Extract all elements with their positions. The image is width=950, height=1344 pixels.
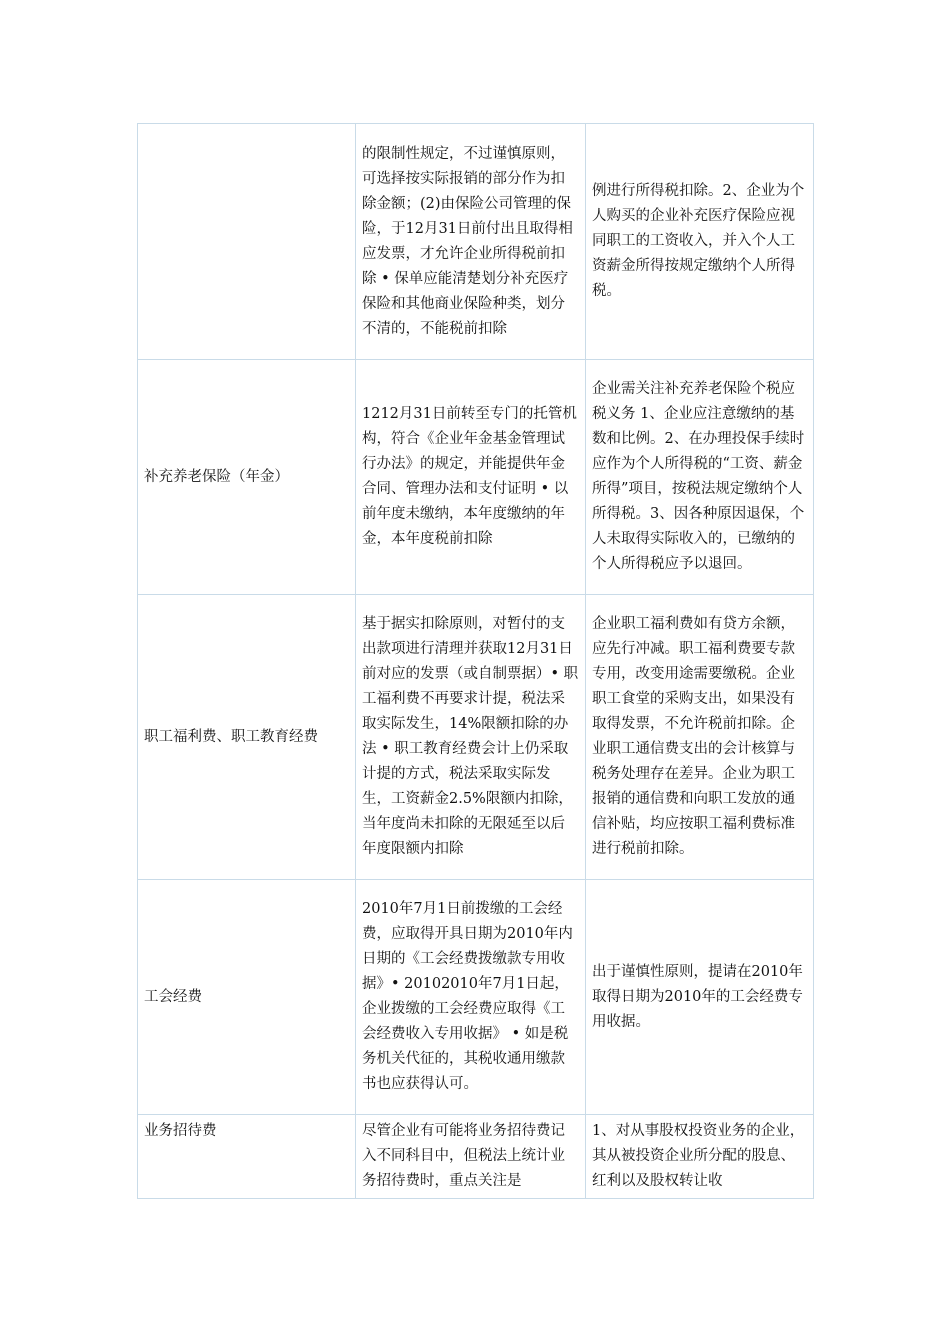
row-content <box>356 1115 586 1199</box>
deduction-table <box>137 123 814 1199</box>
row-category <box>138 124 356 360</box>
table-row <box>138 360 814 595</box>
row-category: 职工福利费、职工教育经费 <box>138 595 356 880</box>
row-category: 工会经费 <box>138 880 356 1115</box>
row-note: 出于谨慎性原则，提请在2010年取得日期为2010年的工会经费专用收据。 <box>586 880 814 1115</box>
row-note: 企业需关注补充养老保险个税应税义务 1、企业应注意缴纳的基数和比例。2、在办理投保手续时应作为个人所得税的“工资、薪金所得”项目，按税法规定缴纳个人所得税。3、因各种原因退保，个人未取得实际收入的，已缴纳的个人所得税应予以退回。 <box>586 360 814 595</box>
table-row <box>138 124 814 360</box>
row-content-text: 尽管企业有可能将业务招待费记入不同科目中，但税法上统计业务招待费时，重点关注是 <box>362 1123 565 1189</box>
row-content: 2010年7月1日前拨缴的工会经费，应取得开具日期为2010年内日期的《工会经费拨缴款专用收据》• 20102010年7月1日起，企业拨缴的工会经费应取得《工会经费收入专用收据》 • 如是税务机关代征的，其税收通用缴款书也应获得认可。 <box>356 880 586 1115</box>
row-category <box>138 1115 356 1199</box>
row-category: 补充养老保险（年金） <box>138 360 356 595</box>
row-category-text: 业务招待费 <box>144 1123 217 1139</box>
table-row <box>138 595 814 880</box>
row-note-text: 1、对从事股权投资业务的企业，其从被投资企业所分配的股息、红利以及股权转让收 <box>592 1123 805 1189</box>
row-note: 企业职工福利费如有贷方余额，应先行冲减。职工福利费要专款专用，改变用途需要缴税。企业职工食堂的采购支出，如果没有取得发票，不允许税前扣除。企业职工通信费支出的会计核算与税务处理存在差异。企业为职工报销的通信费和向职工发放的通信补贴，均应按职工福利费标准进行税前扣除。 <box>586 595 814 880</box>
row-content: 的限制性规定，不过谨慎原则，可选择按实际报销的部分作为扣除金额；(2)由保险公司管理的保险，于12月31日前付出且取得相应发票，才允许企业所得税前扣除 • 保单应能清楚划分补充医疗保险和其他商业保险种类，划分不清的，不能税前扣除 <box>356 124 586 360</box>
row-note <box>586 1115 814 1199</box>
row-content: 1212月31日前转至专门的托管机构，符合《企业年金基金管理试行办法》的规定，并能提供年金合同、管理办法和支付证明 • 以前年度未缴纳，本年度缴纳的年金，本年度税前扣除 <box>356 360 586 595</box>
table-row <box>138 1115 814 1199</box>
row-note: 例进行所得税扣除。2、企业为个人购买的企业补充医疗保险应视同职工的工资收入，并入个人工资薪金所得按规定缴纳个人所得税。 <box>586 124 814 360</box>
table-row <box>138 880 814 1115</box>
row-content: 基于据实扣除原则，对暂付的支出款项进行清理并获取12月31日前对应的发票（或自制票据）• 职工福利费不再要求计提，税法采取实际发生，14%限额扣除的办法 • 职工教育经费会计上仍采取计提的方式，税法采取实际发生，工资薪金2.5%限额内扣除，当年度尚未扣除的无限延至以后年度限额内扣除 <box>356 595 586 880</box>
